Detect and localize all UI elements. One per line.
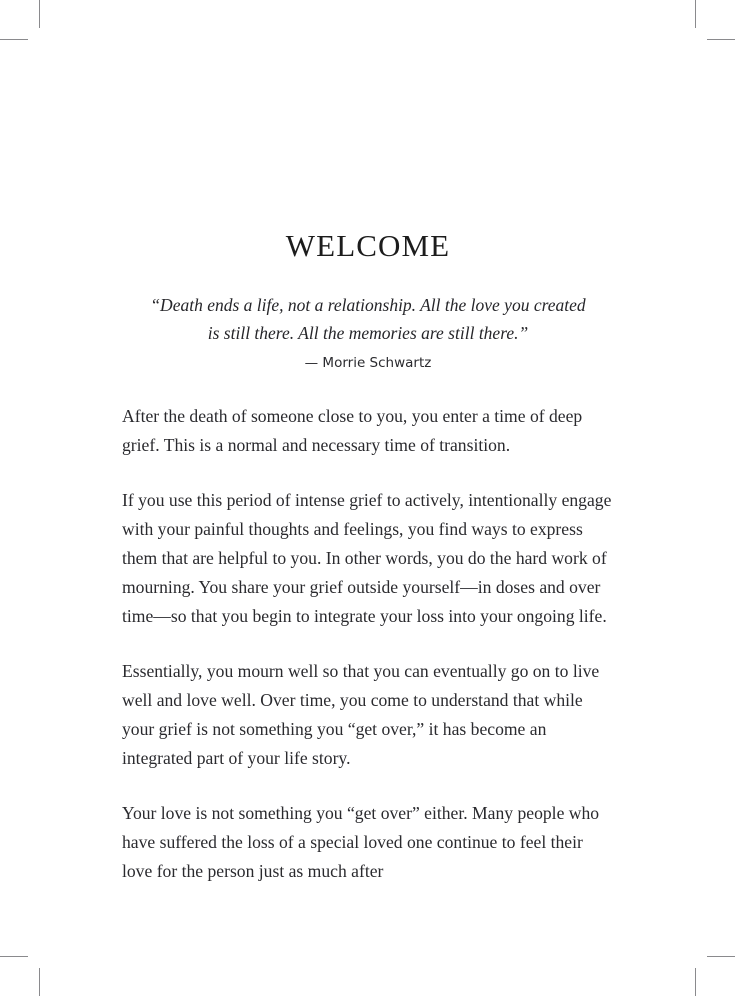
crop-mark-bottom-left-horizontal: [0, 956, 28, 957]
epigraph-quote: “Death ends a life, not a relationship. All the love you created is still there. All the memories are still there.”: [150, 295, 586, 344]
crop-mark-bottom-left-vertical: [39, 968, 40, 996]
epigraph-attribution: — Morrie Schwartz: [304, 354, 432, 371]
crop-mark-top-right-horizontal: [707, 39, 735, 40]
crop-mark-bottom-right-vertical: [695, 968, 696, 996]
body-paragraph: After the death of someone close to you, you enter a time of deep grief. This is a normal and necessary time of transition.: [122, 406, 583, 456]
page-title: WELCOME: [285, 228, 451, 263]
crop-mark-top-left-vertical: [39, 0, 40, 28]
body-paragraph: If you use this period of intense grief to actively, intentionally engage with your painful thoughts and feelings, you find ways to express them that are helpful to you. In other words, you do the hard work of mourning. You share your grief outside yourself—in doses and over time—so that you begin to integrate your loss into your ongoing life.: [122, 490, 612, 627]
crop-mark-top-right-vertical: [695, 0, 696, 28]
body-paragraph: Your love is not something you “get over” either. Many people who have suffered the loss of a special loved one continue to feel their love for the person just as much after: [122, 803, 600, 882]
text-block: [122, 0, 614, 886]
crop-mark-bottom-right-horizontal: [707, 956, 735, 957]
body-copy: [122, 402, 614, 886]
body-paragraph: Essentially, you mourn well so that you can eventually go on to live well and love well. Over time, you come to understand that while your grief is not something you “get over,” it has become an integrated part of your life story.: [122, 661, 600, 769]
crop-mark-top-left-horizontal: [0, 39, 28, 40]
